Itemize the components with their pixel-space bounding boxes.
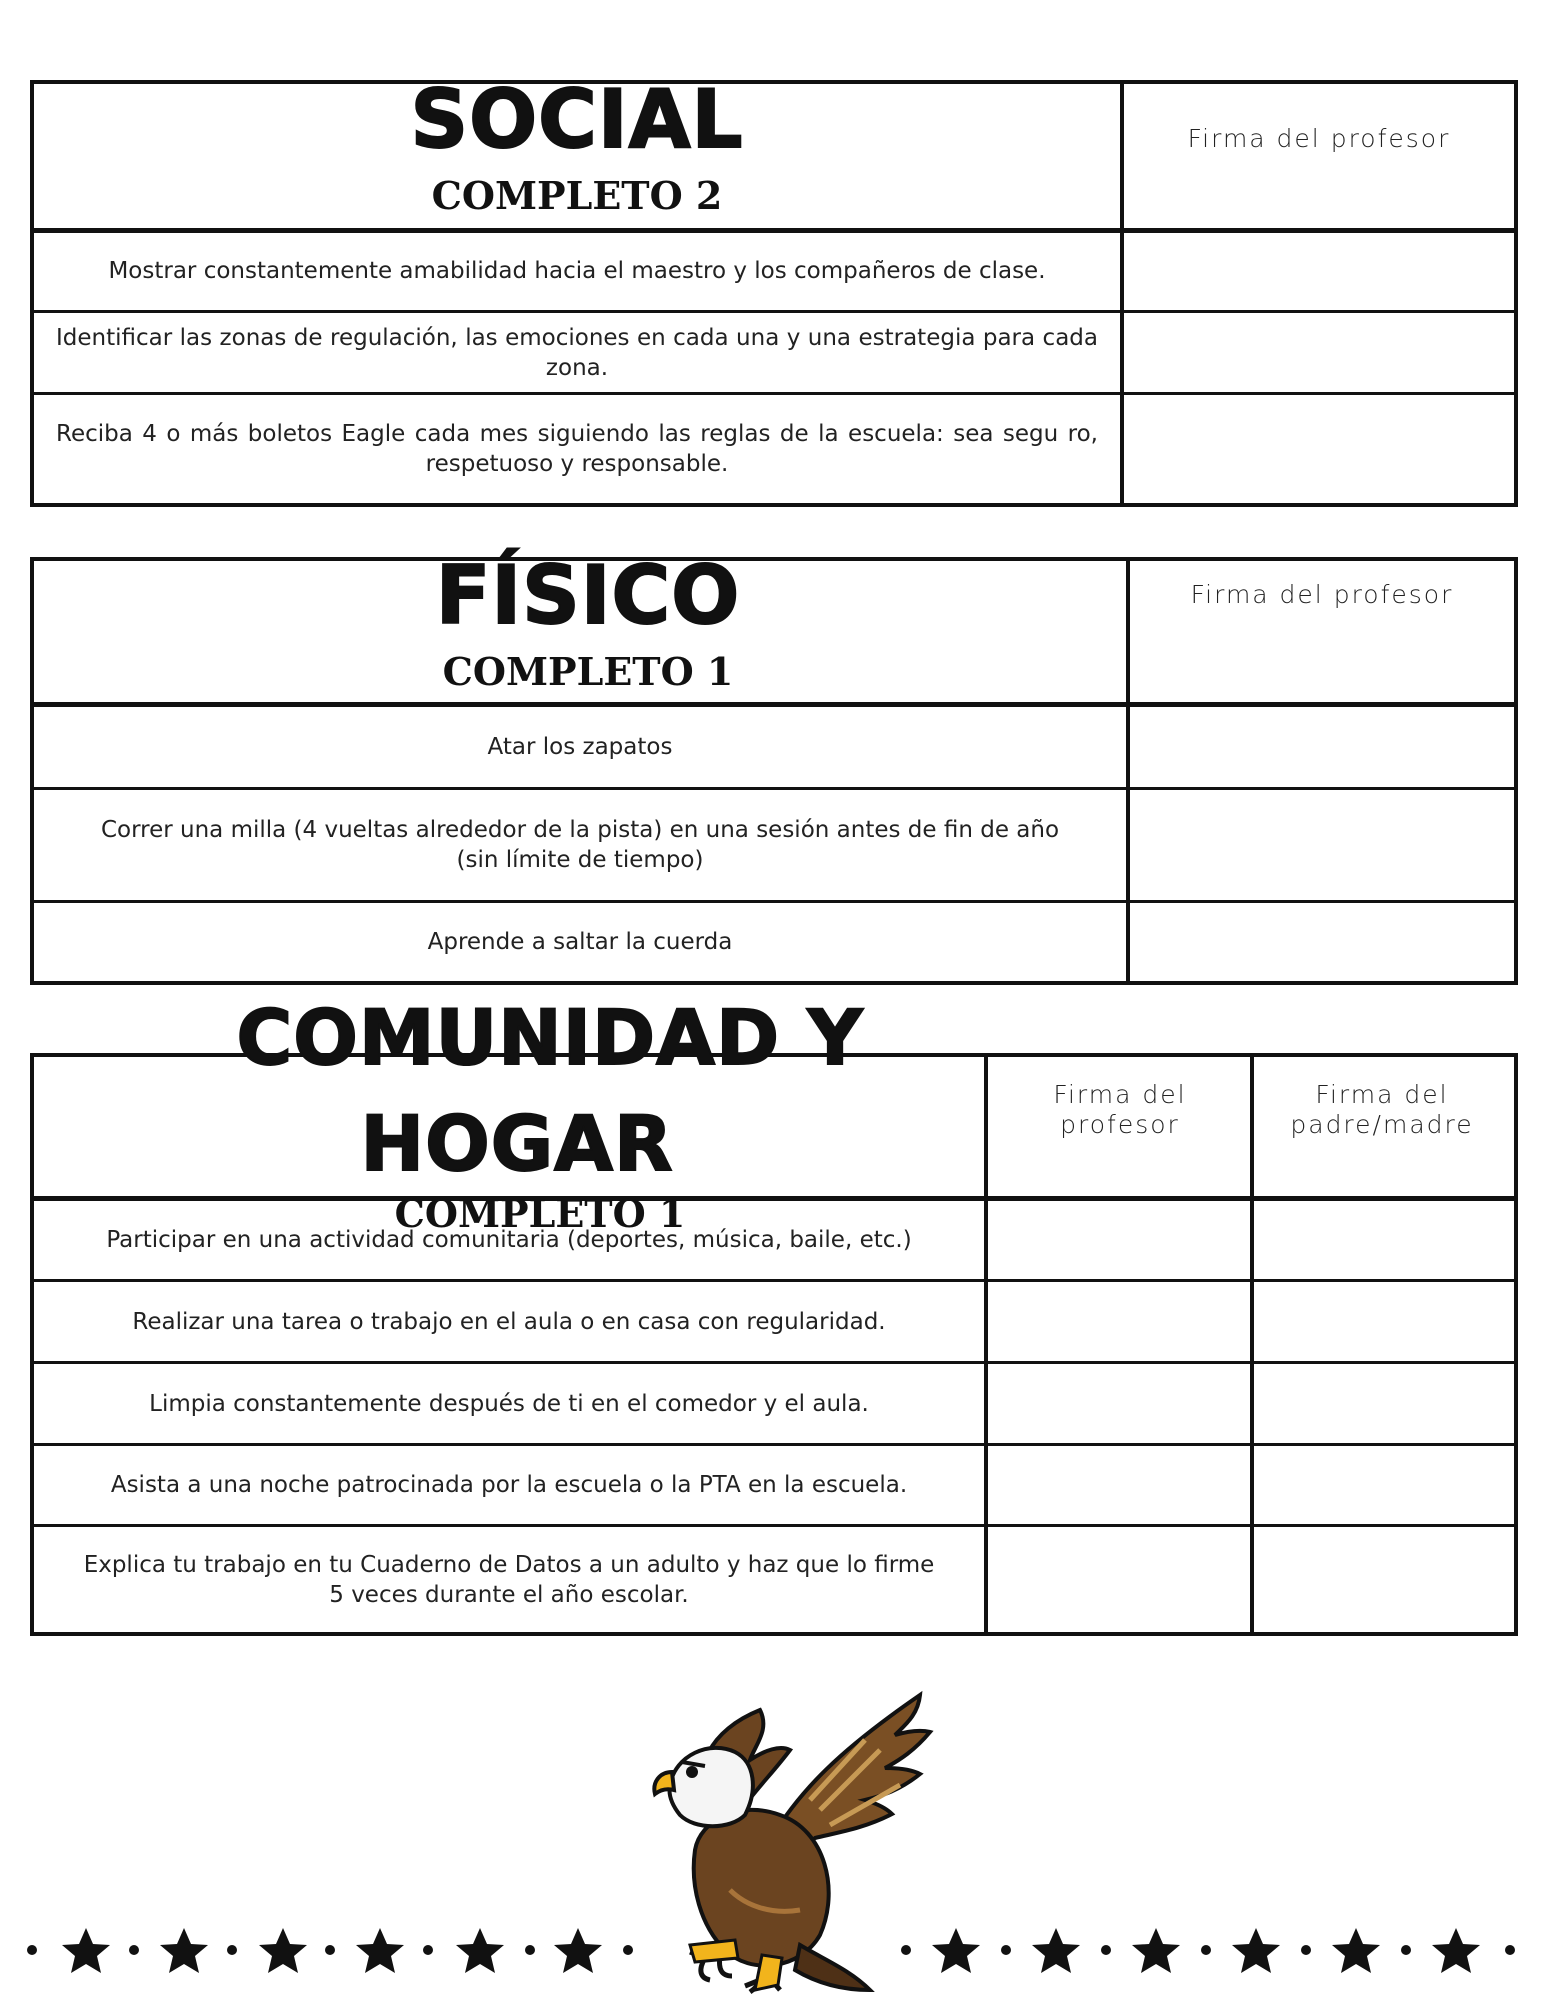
comunidad-signature-header-parent: Firma del padre/madre bbox=[1290, 1080, 1474, 1139]
fisico-row-3: Aprende a saltar la cuerda bbox=[427, 929, 733, 955]
comunidad-title-line2: HOGAR bbox=[360, 1099, 674, 1188]
social-signature-header: Firma del profesor bbox=[1187, 124, 1451, 153]
social-row-1: Mostrar constantemente amabilidad hacia el maestro y los compañeros de clase. bbox=[108, 258, 1046, 284]
fisico-row-2: Correr una milla (4 vueltas alrededor de la pista) en una sesión antes de fin de año (sin límite de tiempo) bbox=[100, 817, 1060, 873]
comunidad-divider-teacher bbox=[984, 1053, 988, 1636]
comunidad-row-4: Asista a una noche patrocinada por la escuela o la PTA en la escuela. bbox=[110, 1472, 908, 1498]
fisico-title: FÍSICO bbox=[435, 549, 741, 642]
comunidad-subtitle: COMPLETO 1 bbox=[394, 1191, 686, 1236]
star-icon bbox=[1432, 1928, 1480, 1973]
comunidad-row-1: Participar en una actividad comunitaria (deportes, música, baile, etc.) bbox=[106, 1227, 912, 1253]
social-subtitle: COMPLETO 2 bbox=[431, 173, 723, 218]
comunidad-title-line1: COMUNIDAD Y bbox=[236, 993, 864, 1082]
fisico-row-1: Atar los zapatos bbox=[487, 734, 673, 760]
comunidad-row-2: Realizar una tarea o trabajo en el aula o en casa con regularidad. bbox=[132, 1308, 886, 1335]
star-icon bbox=[160, 1928, 208, 1973]
social-title: SOCIAL bbox=[410, 73, 744, 166]
star-icon bbox=[456, 1928, 504, 1973]
star-icon bbox=[1232, 1928, 1280, 1973]
eagle-mascot-illustration bbox=[650, 1690, 950, 2000]
comunidad-row-3: Limpia constantemente después de ti en el comedor y el aula. bbox=[149, 1390, 869, 1417]
comunidad-divider-parent bbox=[1250, 1053, 1254, 1636]
star-icon bbox=[1032, 1928, 1080, 1973]
star-icon bbox=[62, 1928, 110, 1973]
social-row-3: Reciba 4 o más boletos Eagle cada mes siguiendo las reglas de la escuela: sea segu ro, respetuoso y responsable. bbox=[56, 421, 1098, 477]
fisico-subtitle: COMPLETO 1 bbox=[442, 649, 734, 694]
comunidad-signature-header-teacher: Firma del profesor bbox=[1053, 1080, 1187, 1139]
comunidad-row-5: Explica tu trabajo en tu Cuaderno de Datos a un adulto y haz que lo firme 5 veces durante el año escolar. bbox=[83, 1551, 935, 1608]
star-icon bbox=[554, 1928, 602, 1973]
star-icon bbox=[356, 1928, 404, 1973]
fisico-signature-header: Firma del profesor bbox=[1190, 580, 1454, 609]
social-row-2: Identificar las zonas de regulación, las emociones en cada una y una estrategia para cada zona. bbox=[56, 324, 1098, 381]
star-icon bbox=[1332, 1928, 1380, 1973]
star-icon bbox=[1132, 1928, 1180, 1973]
star-icon bbox=[259, 1928, 307, 1973]
